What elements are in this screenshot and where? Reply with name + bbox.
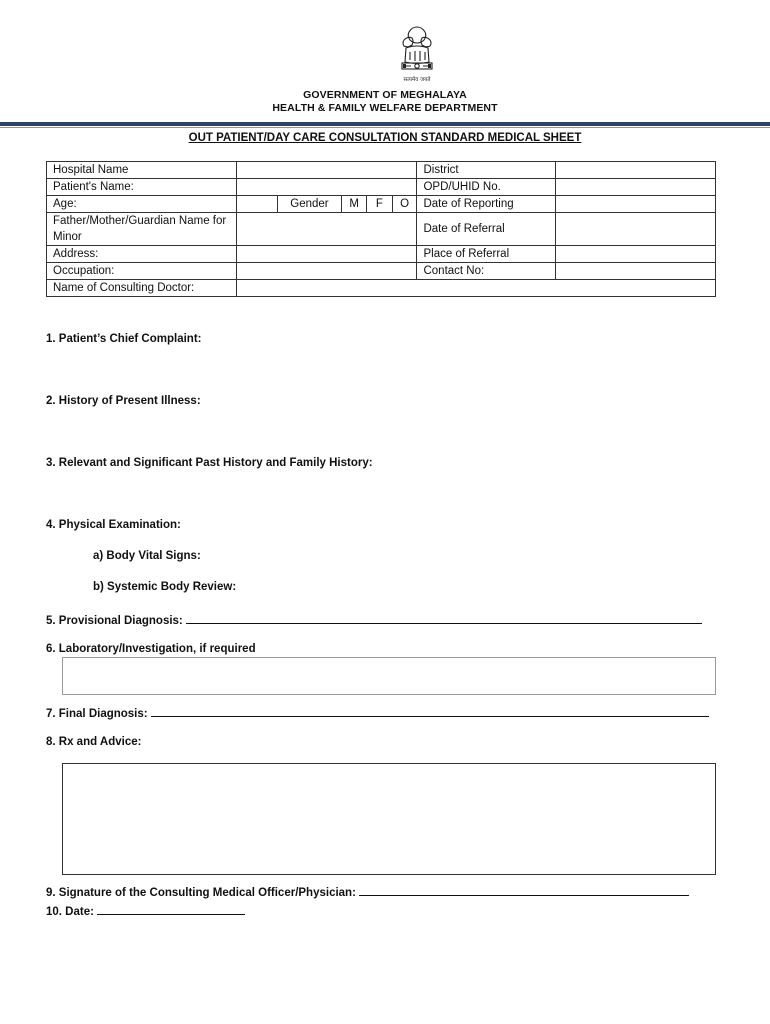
table-row [47,179,716,196]
table-row [47,246,716,263]
department-name: HEALTH & FAMILY WELFARE DEPARTMENT [272,102,498,114]
gender-option-o[interactable]: O [392,196,417,213]
provisional-diagnosis-line[interactable] [186,612,702,624]
address-field[interactable] [237,246,417,263]
occupation-label: Occupation: [47,263,237,280]
gender-option-m[interactable]: M [342,196,367,213]
emblem-motto: सत्यमेव जयते [403,77,431,83]
past-history-heading: 3. Relevant and Significant Past History and Family History: [46,457,373,469]
contact-label: Contact No: [417,263,556,280]
date-reporting-field[interactable] [556,196,716,213]
provisional-diagnosis-row [46,612,702,627]
place-referral-field[interactable] [556,246,716,263]
laboratory-heading: 6. Laboratory/Investigation, if required [46,643,256,655]
final-diagnosis-line[interactable] [151,705,709,717]
table-row [47,213,716,246]
guardian-field[interactable] [237,213,417,246]
table-row [47,263,716,280]
opd-uhid-field[interactable] [556,179,716,196]
date-line[interactable] [97,903,245,915]
guardian-label: Father/Mother/Guardian Name for Minor [47,213,237,246]
table-row [47,162,716,179]
sheet-title: OUT PATIENT/DAY CARE CONSULTATION STANDARD MEDICAL SHEET [188,132,582,144]
final-diagnosis-row [46,705,709,720]
provisional-diagnosis-label: 5. Provisional Diagnosis: [46,615,183,627]
consulting-doctor-label: Name of Consulting Doctor: [47,280,237,297]
opd-uhid-label: OPD/UHID No. [417,179,556,196]
government-name: GOVERNMENT OF MEGHALAYA [303,89,467,101]
vital-signs-heading: a) Body Vital Signs: [93,550,201,562]
date-row [46,903,245,918]
age-field[interactable] [237,196,277,213]
patient-info-table [46,161,716,297]
rx-advice-input-box[interactable] [62,763,716,875]
contact-field[interactable] [556,263,716,280]
date-label: 10. Date: [46,906,94,918]
table-row [47,280,716,297]
patient-name-label: Patient's Name: [47,179,237,196]
patient-name-field[interactable] [237,179,417,196]
date-reporting-label: Date of Reporting [417,196,556,213]
consulting-doctor-field[interactable] [237,280,716,297]
national-emblem-icon [392,26,442,86]
header-rule [0,122,770,126]
signature-row [46,884,689,899]
rx-advice-heading: 8. Rx and Advice: [46,736,142,748]
present-illness-heading: 2. History of Present Illness: [46,395,201,407]
laboratory-input-box[interactable] [62,657,716,695]
final-diagnosis-label: 7. Final Diagnosis: [46,708,148,720]
header-rule-thin [0,127,770,128]
hospital-name-label: Hospital Name [47,162,237,179]
signature-label: 9. Signature of the Consulting Medical Officer/Physician: [46,887,356,899]
occupation-field[interactable] [237,263,417,280]
age-label: Age: [47,196,237,213]
place-referral-label: Place of Referral [417,246,556,263]
gender-option-f[interactable]: F [367,196,393,213]
hospital-name-field[interactable] [237,162,417,179]
chief-complaint-heading: 1. Patient’s Chief Complaint: [46,333,202,345]
systemic-review-heading: b) Systemic Body Review: [93,581,237,593]
date-referral-label: Date of Referral [417,213,556,246]
district-field[interactable] [556,162,716,179]
physical-exam-heading: 4. Physical Examination: [46,519,181,531]
table-row [47,196,716,213]
address-label: Address: [47,246,237,263]
gender-label: Gender [277,196,342,213]
signature-line[interactable] [359,884,689,896]
date-referral-field[interactable] [556,213,716,246]
district-label: District [417,162,556,179]
